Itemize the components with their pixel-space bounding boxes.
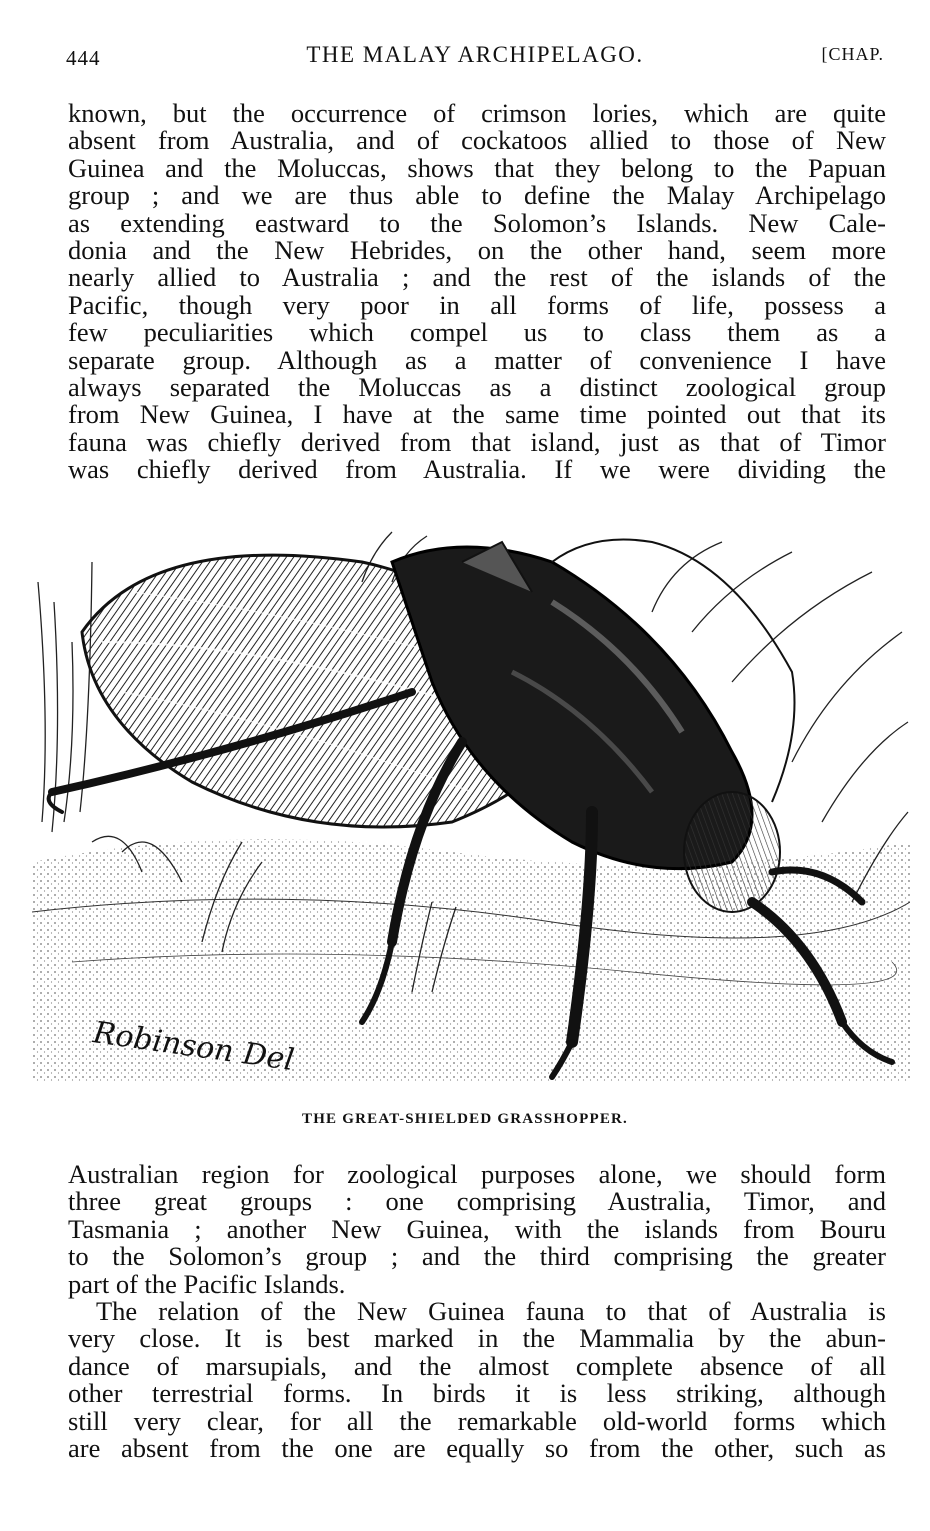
text-line: Australian region for zoological purposes alone, we should form	[68, 1159, 886, 1189]
text-line: are absent from the one are equally so from the other, such as	[68, 1433, 886, 1464]
text-block-bottom	[68, 1161, 886, 1462]
text-line: nearly allied to Australia ; and the rest of the islands of the	[68, 262, 886, 293]
text-line: dance of marsupials, and the almost complete absence of all	[68, 1350, 886, 1381]
grasshopper-engraving	[32, 522, 910, 1082]
signature-text: Robinson Del	[90, 1015, 297, 1079]
text-line: three great groups : one comprising Australia, Timor, and	[68, 1186, 886, 1217]
text-line: donia and the New Hebrides, on the other hand, seem more	[68, 235, 886, 266]
text-line: group ; and we are thus able to define the Malay Archipelago	[68, 180, 886, 211]
text-line: The relation of the New Guinea fauna to that of Australia is	[96, 1296, 886, 1327]
text-line: known, but the occurrence of crimson lories, which are quite	[68, 98, 886, 128]
text-line: from New Guinea, I have at the same time pointed out that its	[68, 399, 886, 430]
text-line: absent from Australia, and of cockatoos allied to those of New	[68, 125, 886, 156]
text-line: always separated the Moluccas as a distinct zoological group	[68, 372, 886, 403]
page-number: 444	[66, 46, 101, 70]
figure-caption: THE GREAT-SHIELDED GRASSHOPPER.	[301, 1111, 629, 1127]
text-line: other terrestrial forms. In birds it is less striking, although	[68, 1378, 886, 1409]
text-line: still very clear, for all the remarkable old-world forms which	[68, 1405, 886, 1436]
text-line: Guinea and the Moluccas, shows that they belong to the Papuan	[68, 152, 886, 183]
text-line: separate group. Although as a matter of convenience I have	[68, 344, 886, 375]
text-line: very close. It is best marked in the Mammalia by the abun-	[68, 1323, 886, 1354]
text-block-top	[68, 100, 886, 484]
text-line: was chiefly derived from Australia. If we were dividing the	[68, 454, 886, 485]
text-line: part of the Pacific Islands.	[68, 1268, 346, 1299]
running-head	[66, 40, 884, 74]
text-line: to the Solomon’s group ; and the third comprising the greater	[68, 1241, 886, 1272]
text-line: as extending eastward to the Solomon’s Islands. New Cale-	[68, 207, 886, 238]
text-line: Pacific, though very poor in all forms of life, possess a	[68, 289, 886, 320]
text-line: fauna was chiefly derived from that island, just as that of Timor	[68, 426, 886, 457]
text-line: Tasmania ; another New Guinea, with the islands from Bouru	[68, 1213, 886, 1244]
text-line: few peculiarities which compel us to class them as a	[68, 317, 886, 348]
running-title: THE MALAY ARCHIPELAGO.	[306, 42, 644, 67]
chapter-mark: [CHAP.	[821, 44, 884, 64]
